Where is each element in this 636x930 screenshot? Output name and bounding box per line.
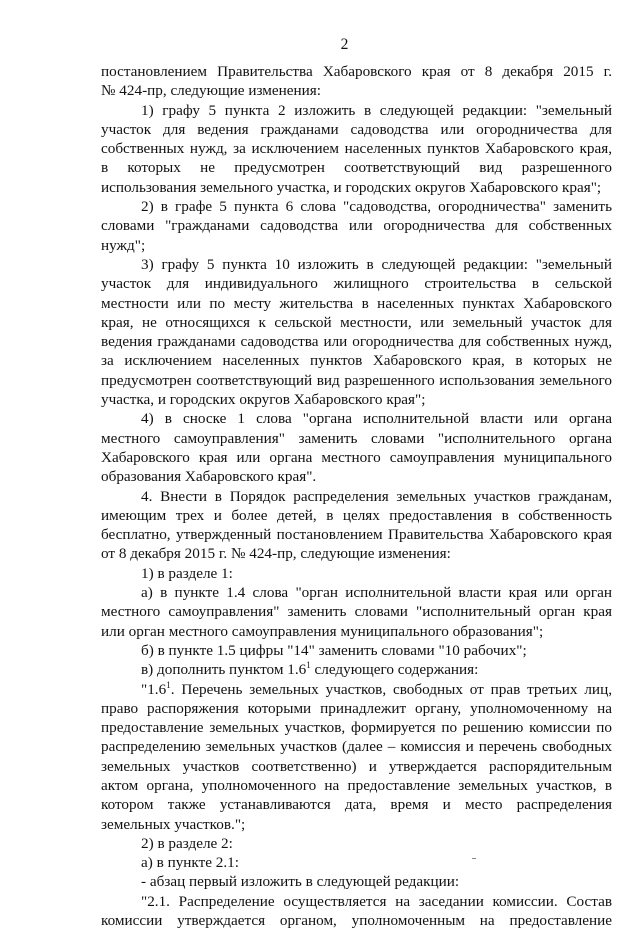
text-line — [101, 332, 612, 351]
text-line — [101, 641, 612, 660]
text-line — [101, 139, 612, 158]
text-line — [101, 911, 612, 930]
text-line — [101, 506, 612, 525]
superscript: 1 — [306, 660, 311, 671]
text-line — [101, 487, 612, 506]
text-line — [101, 776, 612, 795]
line-text-continued: следующего содержания: — [310, 661, 479, 679]
line-text: местного самоуправления" заменить словами "исполнительного органа — [101, 429, 612, 447]
text-line — [101, 795, 612, 814]
text-line — [101, 737, 612, 756]
line-text: образования Хабаровского края". — [101, 468, 317, 486]
line-text: а) в пункте 1.4 слова "орган исполнительной власти края или орган — [141, 584, 612, 602]
line-text: актом органа, уполномоченного на предоставление земельных участков, в — [101, 776, 612, 794]
line-text: ведения гражданами садоводства или огородничества для собственных нужд, — [101, 333, 612, 351]
text-line — [101, 313, 612, 332]
page-number: 2 — [340, 36, 349, 53]
text-line — [101, 872, 612, 891]
text-line — [101, 564, 612, 583]
text-line — [101, 178, 612, 197]
line-text: 4. Внести в Порядок распределения земельных участков гражданам, — [141, 487, 612, 505]
line-text-continued: . Перечень земельных участков, свободных от прав третьих лиц, — [170, 680, 612, 698]
line-text: а) в пункте 2.1: — [141, 854, 239, 872]
line-text: комиссии утверждается органом, уполномоченным на предоставление — [101, 912, 612, 930]
text-line — [101, 853, 612, 872]
line-text: участок для ведения гражданами садоводства или огородничества для — [101, 120, 612, 138]
text-line — [101, 699, 612, 718]
document-body — [101, 62, 612, 930]
line-text: 4) в сноске 1 слова "органа исполнительной власти или органа — [141, 410, 612, 428]
line-text: участок для индивидуального жилищного строительства в сельской — [101, 275, 612, 293]
line-text: 3) графу 5 пункта 10 изложить в следующей редакции: "земельный — [141, 255, 612, 273]
line-text: края, не относящихся к сельской местности, или земельный участок для — [101, 313, 612, 331]
text-line — [101, 467, 612, 486]
line-text: имеющим трех и более детей, в целях предоставления в собственность — [101, 506, 612, 524]
text-line — [101, 120, 612, 139]
text-line — [101, 834, 612, 853]
line-text: собственных нужд, за исключением населенных пунктов Хабаровского края, — [101, 140, 612, 158]
line-text: за исключением населенных пунктов Хабаровского края, в которых не — [101, 352, 612, 370]
text-line — [101, 602, 612, 621]
text-line — [101, 351, 612, 370]
line-text: от 8 декабря 2015 г. № 424-пр, следующие изменения: — [101, 545, 451, 563]
text-line — [101, 815, 612, 834]
text-line — [101, 274, 612, 293]
line-text: участка, и городских округов Хабаровского края"; — [101, 391, 426, 409]
text-line — [101, 680, 612, 699]
line-text: использования земельного участка, и городских округов Хабаровского края"; — [101, 178, 602, 196]
scan-mark — [472, 858, 476, 859]
line-text: - абзац первый изложить в следующей редакции: — [141, 873, 460, 891]
line-text: "1.6 — [141, 680, 167, 698]
text-line — [101, 62, 612, 81]
superscript: 1 — [166, 679, 171, 690]
text-line — [101, 660, 612, 679]
line-text: 1) графу 5 пункта 2 изложить в следующей редакции: "земельный — [141, 101, 612, 119]
line-text: земельных участков соответственно) и утверждается распорядительным — [101, 757, 612, 775]
line-text: № 424-пр, следующие изменения: — [101, 82, 321, 100]
text-line — [101, 158, 612, 177]
text-line — [101, 448, 612, 467]
text-line — [101, 255, 612, 274]
text-line — [101, 371, 612, 390]
text-line — [101, 544, 612, 563]
text-line — [101, 409, 612, 428]
line-text: местного самоуправления" заменить словами "исполнительный орган края — [101, 603, 612, 621]
line-text: предусмотрен соответствующий вид разрешенного использования земельного — [101, 371, 612, 389]
text-line — [101, 718, 612, 737]
line-text: 1) в разделе 1: — [141, 564, 233, 582]
line-text: предоставление земельных участков, формируется по решению комиссии по — [101, 719, 612, 737]
line-text: котором также устанавливаются дата, время и место распределения — [101, 796, 612, 814]
line-text: земельных участков."; — [101, 815, 246, 833]
line-text: распределению земельных участков (далее – комиссия и перечень свободных — [101, 738, 612, 756]
text-line — [101, 525, 612, 544]
line-text: в) дополнить пунктом 1.6 — [141, 661, 307, 679]
line-text: или орган местного самоуправления муниципального образования"; — [101, 622, 544, 640]
line-text: "2.1. Распределение осуществляется на заседании комиссии. Состав — [141, 892, 612, 910]
line-text: постановлением Правительства Хабаровского края от 8 декабря 2015 г. — [101, 63, 612, 80]
text-line — [101, 294, 612, 313]
line-text: б) в пункте 1.5 цифры "14" заменить словами "10 рабочих"; — [141, 641, 527, 659]
line-text: Хабаровского края или органа местного самоуправления муниципального — [101, 448, 612, 466]
text-line — [101, 892, 612, 911]
text-line — [101, 757, 612, 776]
line-text: право распоряжения которыми принадлежит органу, уполномоченному на — [101, 699, 612, 717]
text-line — [101, 390, 612, 409]
line-text: нужд"; — [101, 236, 146, 254]
text-line — [101, 101, 612, 120]
line-text: в которых не предусмотрен соответствующий вид разрешенного — [101, 159, 612, 177]
text-line — [101, 583, 612, 602]
text-line — [101, 236, 612, 255]
text-line — [101, 197, 612, 216]
line-text: словами "гражданами садоводства или огородничества для собственных — [101, 217, 612, 235]
line-text: 2) в разделе 2: — [141, 834, 233, 852]
text-line — [101, 429, 612, 448]
text-line — [101, 216, 612, 235]
text-line — [101, 622, 612, 641]
line-text: бесплатно, утвержденный постановлением Правительства Хабаровского края — [101, 526, 612, 544]
text-line — [101, 81, 612, 100]
line-text: 2) в графе 5 пункта 6 слова "садоводства, огородничества" заменить — [141, 198, 612, 216]
line-text: местности или по месту жительства в населенных пунктах Хабаровского — [101, 294, 612, 312]
